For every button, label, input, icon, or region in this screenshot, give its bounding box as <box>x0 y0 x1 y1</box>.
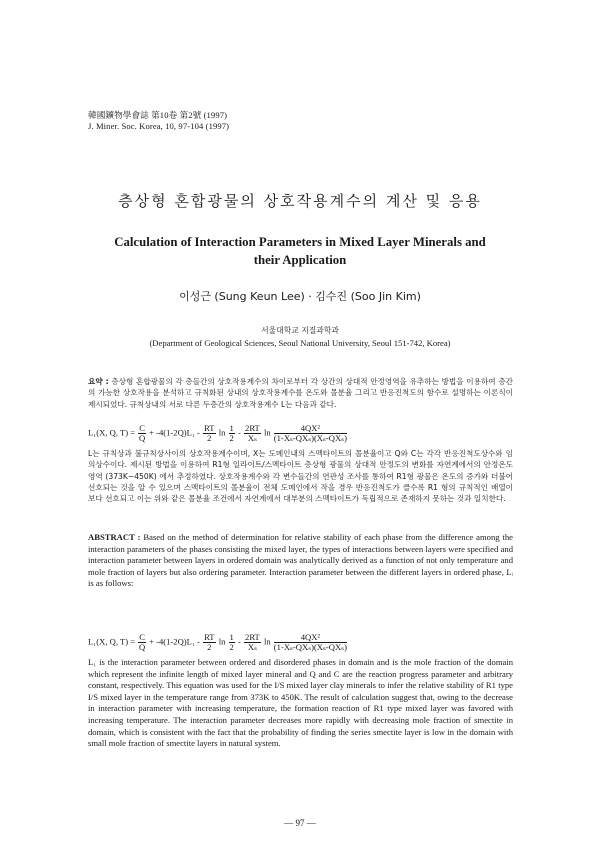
abstract-korean-label: 요약 : <box>88 377 109 386</box>
equation-middle-term: + -4(1-2Q)L₁ - <box>149 427 200 438</box>
denominator-q: Q <box>138 433 146 443</box>
numerator-rt: RT <box>204 423 215 433</box>
denominator-2b: 2 <box>229 433 234 443</box>
fraction-2rt-over-xs <box>244 424 261 443</box>
abstract-korean <box>88 376 513 410</box>
authors: 이성근 (Sung Keun Lee) · 김수진 (Soo Jin Kim) <box>179 290 421 303</box>
minus-sign: - <box>238 427 241 438</box>
ln-operator-4: ln <box>263 636 271 647</box>
title-english: Calculation of Interaction Parameters in Mixed Layer Minerals and their Application <box>114 235 486 267</box>
numerator-c: C <box>139 423 145 433</box>
fraction-c-over-q-2 <box>138 633 146 652</box>
abstract-english <box>88 532 513 590</box>
title-korean: 층상형 혼합광물의 상호작용계수의 계산 및 응용 <box>118 192 482 210</box>
fraction-rt-over-2 <box>203 424 215 443</box>
affiliation-korean: 서울대학교 지질과학과 <box>261 326 339 335</box>
page-number: — 97 — <box>284 818 316 828</box>
minus-sign-2: - <box>238 636 241 647</box>
equation-english <box>88 633 348 659</box>
numerator-4qx-2: 4QX² <box>274 633 347 643</box>
numerator-4qx: 4QX² <box>274 424 347 434</box>
journal-citation-korean: 韓國鑛物學會誌 第10卷 第2號 (1997) <box>88 110 228 120</box>
abstract-korean-text: 층상형 혼합광물의 각 층들간의 상호작용계수의 차이로부터 각 상간의 상대적 안정영역을 유추하는 방법을 이용하여 층간의 가능한 상호작용을 분석하고 규칙화된 상내의 상호작용계수를 온도와 몰분율 그리고 반응진척도의 함수로 설명하는 이론식이 제시되었다. 규칙상내의 서로 다른 두층간의 상호작용계수 L는 다음과 같다. <box>88 377 513 409</box>
journal-citation-english: J. Miner. Soc. Korea, 10, 97-104 (1997) <box>88 121 230 131</box>
fraction-1-over-2-2 <box>229 633 235 652</box>
abstract-english-text: Based on the method of determination for relative stability of each phase from the difference among the interaction parameters of the phases consisting the mixed layer, the types of interactions between layers were specified and interaction parameter between layers in ordered domain was analytically derived as a function of not only temperature and mole fraction of layers but also ordering parameter. Interaction parameter between the different layers in ordered phase, Lᵢ is as follows: <box>88 532 513 589</box>
denominator-product: (1-Xₛ-QXₛ)(Xₛ-QXₛ) <box>273 433 347 443</box>
fraction-log-argument <box>274 424 347 443</box>
journal-header <box>88 110 229 132</box>
denominator-2-2: 2 <box>207 642 212 652</box>
ln-operator-2: ln <box>263 427 271 438</box>
ln-operator-3: ln <box>218 636 226 647</box>
abstract-korean-continuation: L는 규칙상과 불규칙상사이의 상호작용계수이며, X는 도메인내의 스멕타이트의 몰분율이고 Q와 C는 각각 반응진척도상수와 임의상수이다. 제시된 방법을 이용하여 R1형 일라이트/스멕타이트 층상형 광물의 상대적 안정도의 변화를 자연계에서의 안정온도영역 (373K~450K) 에서 추정하였다. 상호작용계수와 각 변수들간의 연관성 조사를 통하여 R1형 광물은 온도의 증가와 더불어 선호되는 것을 알 수 있으며 스멕타이트의 몰분율이 전체 도메인에서 작을 경우 반응진척도가 클수록 R1 형의 규칙적인 배열이 보다 선호되고 이는 위와 같은 몰분율 조건에서 자연계에서 대부분의 스멕타이트가 독립적으로 존재하지 못하는 것과 일치한다. <box>88 449 513 504</box>
numerator-rt-2: RT <box>204 632 215 642</box>
numerator-2rt-2: 2RT <box>245 632 260 642</box>
denominator-2b-2: 2 <box>229 642 234 652</box>
fraction-rt-over-2-2 <box>203 633 215 652</box>
equation-lhs-2: L₁(X, Q, T) = <box>88 636 136 647</box>
denominator-xs: Xₛ <box>247 433 257 443</box>
fraction-1-over-2 <box>229 424 235 443</box>
numerator-2rt: 2RT <box>245 423 260 433</box>
denominator-product-2: (1-Xₛ-QXₛ)(Xₛ-QXₛ) <box>273 642 347 652</box>
fraction-2rt-over-xs-2 <box>244 633 261 652</box>
fraction-log-argument-2 <box>274 633 347 652</box>
equation-lhs: L₁(X, Q, T) = <box>88 427 136 438</box>
fraction-c-over-q <box>138 424 146 443</box>
denominator-2: 2 <box>207 433 212 443</box>
denominator-q-2: Q <box>138 642 146 652</box>
ln-operator: ln <box>218 427 226 438</box>
abstract-english-continuation: L₁ is the interaction parameter between ordered and disordered phases in domain and is the mole fraction of the domain which represent the infinite length of mixed layer mineral and Q and C are the reaction progress parameter and arbitrary constant, respectively. This equation was used for the I/S mixed layer clay minerals to infer the relative stability of R1 type I/S mixed layer in the temperature range from 373K to 450K. The result of calculation suggest that, owing to the decrease in interaction parameter with increasing temperature, the formation reaction of R1 type mixed layer was favored with increasing temperature. The interaction parameter decreases more rapidly with decreasing mole fraction of smectite in domain, which is consistent with the fact that the probability of finding the series smectite layer is low in the domain with small mole fraction of smectite layers in natural system. <box>88 657 513 749</box>
numerator-1: 1 <box>229 423 234 433</box>
equation-middle-term-2: + -4(1-2Q)L₁ - <box>149 636 200 647</box>
numerator-1-2: 1 <box>229 632 234 642</box>
abstract-english-label: ABSTRACT : <box>88 532 141 542</box>
denominator-xs-2: Xₛ <box>247 642 257 652</box>
numerator-c-2: C <box>139 632 145 642</box>
equation-korean <box>88 424 348 450</box>
affiliation-english: (Department of Geological Sciences, Seoul National University, Seoul 151-742, Korea) <box>149 338 451 348</box>
